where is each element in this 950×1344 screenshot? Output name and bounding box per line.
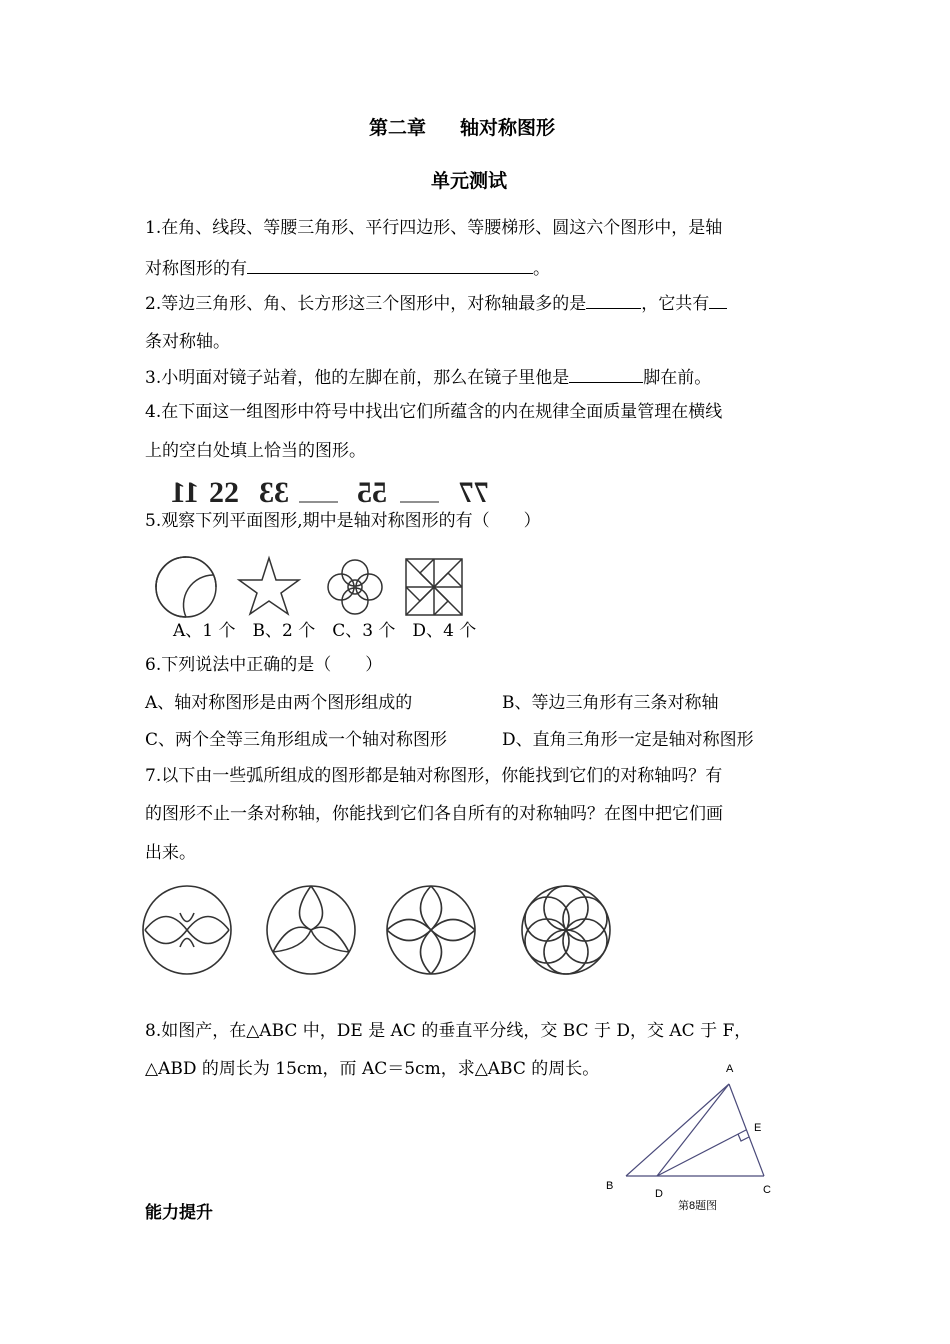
q6-option-b: B、等边三角形有三条对称轴 [502,693,719,713]
q3-line [145,366,711,389]
q1-line1: 1.在角、线段、等腰三角形、平行四边形、等腰梯形、圆这六个图形中，是轴 [145,218,723,238]
label-c: C [763,1184,771,1196]
q3-prefix: 3.小明面对镜子站着，他的左脚在前，那么在镜子里他是 [145,368,570,388]
q8-triangle-drawing [600,1060,800,1220]
symbol-77: 77 [459,476,489,506]
segment-ad [657,1084,729,1176]
q4-symbol-sequence [165,472,495,506]
chapter-number: 第二章 [369,117,427,139]
label-e: E [754,1122,762,1134]
q3-suffix: 脚在前。 [643,368,712,388]
q7-figure-4 [522,886,610,974]
q8-line2: △ABD 的周长为 15cm，而 AC＝5cm，求△ABC 的周长。 [145,1059,600,1079]
section-title: 能力提升 [145,1203,213,1223]
q5-question: 5.观察下列平面图形,期中是轴对称图形的有（ ） [145,511,541,531]
q7-line2: 的图形不止一条对称轴，你能找到它们各自所有的对称轴吗？在图中把它们画 [145,804,723,824]
symbol-33: 33 [259,476,289,506]
chapter-heading [369,117,555,139]
q5-flower-figure [328,560,382,614]
side-ab [626,1084,729,1176]
q2-line1-prefix: 2.等边三角形、角、长方形这三个图形中，对称轴最多的是 [145,294,587,314]
q6-option-d: D、直角三角形一定是轴对称图形 [502,730,754,750]
page-subtitle: 单元测试 [431,170,508,192]
q2-answer-blank-2[interactable] [709,292,727,309]
q5-pinwheel-figure [406,559,462,615]
q7-figure-1 [143,886,231,974]
q2-line1 [145,292,727,315]
symbol-22: 22 [209,476,239,506]
q2-line1-middle: ，它共有 [641,294,710,314]
q1-answer-blank[interactable] [247,257,533,274]
q7-line1: 7.以下由一些弧所组成的图形都是轴对称图形，你能找到它们的对称轴吗？有 [145,766,723,786]
symbol-55: 55 [357,476,387,506]
q1-line2 [145,257,550,280]
q7-figure-3 [387,886,475,974]
q6-option-a: A、轴对称图形是由两个图形组成的 [145,693,413,713]
q3-answer-blank[interactable] [569,366,643,383]
label-a: A [726,1063,734,1075]
q1-line2-suffix: 。 [533,259,550,279]
q5-options: A、1 个 B、2 个 C、3 个 D、4 个 [173,621,477,641]
chapter-title: 轴对称图形 [460,117,556,139]
figure-caption: 第8题图 [678,1200,718,1212]
q4-line1: 4.在下面这一组图形中符号中找出它们所蕴含的内在规律全面质量管理在横线 [145,402,723,422]
q8-triangle-figure [600,1060,800,1220]
q4-line2: 上的空白处填上恰当的图形。 [145,441,366,461]
q5-star-figure [239,558,299,614]
symbol-11: 11 [170,476,199,506]
q1-line2-prefix: 对称图形的有 [145,259,247,279]
q5-circle-arcs-figure [156,557,216,617]
q7-line3: 出来。 [145,843,196,863]
q6-question: 6.下列说法中正确的是（ ） [145,655,383,675]
label-d: D [655,1188,663,1200]
label-b: B [606,1180,614,1192]
q8-line1: 8.如图产，在△ABC 中，DE 是 AC 的垂直平分线，交 BC 于 D，交 AC 于 F， [145,1021,752,1041]
q2-line2: 条对称轴。 [145,332,230,352]
q5-figures [150,553,470,619]
q7-figure-2 [267,886,355,974]
q2-answer-blank-1[interactable] [586,292,641,309]
q6-option-c: C、两个全等三角形组成一个轴对称图形 [145,730,448,750]
right-angle-mark [738,1134,749,1141]
q7-arc-figures [140,883,620,979]
